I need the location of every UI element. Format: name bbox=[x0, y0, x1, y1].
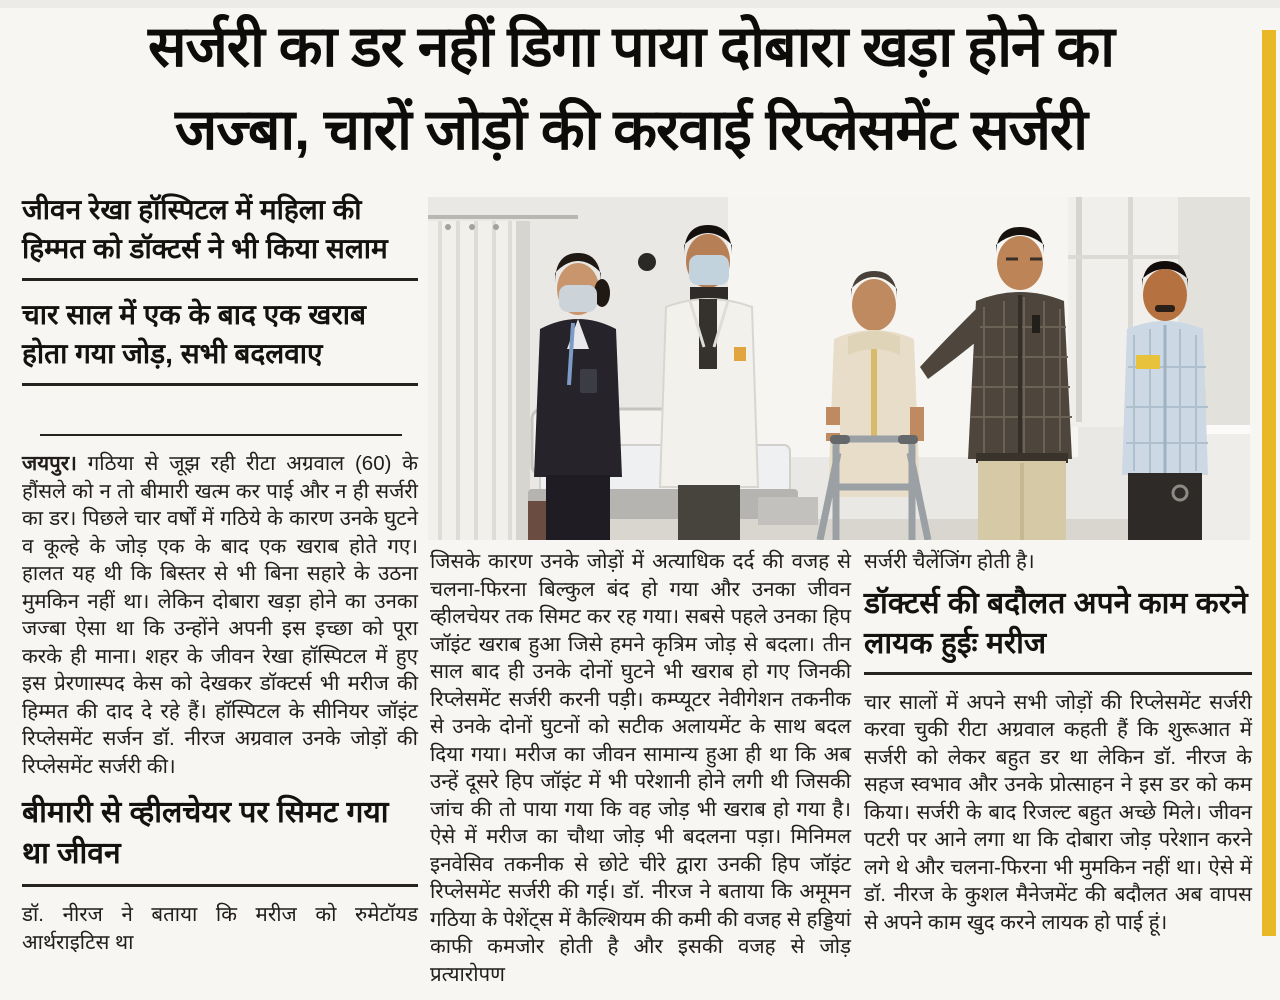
walker-grip bbox=[898, 435, 918, 444]
mustache bbox=[1155, 305, 1175, 312]
dateline: जयपुर। bbox=[22, 452, 77, 475]
subhead-joints-replaced: चार साल में एक के बाद एक खराब होता गया जोड़, सभी बदलवाए bbox=[22, 299, 367, 369]
article-photo bbox=[428, 197, 1250, 540]
headline-line-1: सर्जरी का डर नहीं डिगा पाया दोबारा खड़ा होने का bbox=[147, 15, 1115, 79]
subhead-patient-quote: डॉक्टर्स की बदौलत अपने काम करने लायक हुईः मरीज bbox=[864, 586, 1248, 660]
lead-paragraph-text: गठिया से जूझ रही रीटा अग्रवाल (60) के हौंसले को न तो बीमारी खत्म कर पाई और न ही सर्जरी का डर। पिछले चार वर्षों में गठिये के कारण उनके घुटने व कूल्हे के जोड़ एक के बाद एक खराब होते गए। हालत यह थी कि बिस्तर से भी बिना सहारे के उठना मुमकिन नहीं था। लेकिन दोबारा खड़ा होने का उनका जज्बा ऐसा था कि उन्होंने अपनी इस इच्छा को पूरा करके ही माना। शहर के जीवन रेखा हॉस्पिटल में हुए इस प्रेरणास्पद केस को देखकर डॉक्टर्स भी मरीज की हिम्मत की दाद दे रहे हैं। हॉस्पिटल के सीनियर जॉइंट रिप्लेसमेंट सर्जन डॉ. नीरज अग्रवाल उनके जोड़ों की रिप्लेसमेंट सर्जरी की। bbox=[22, 452, 418, 778]
face-mask bbox=[559, 285, 597, 312]
divider bbox=[22, 884, 418, 887]
hospital-wristband bbox=[824, 425, 840, 433]
patient-quote-paragraph: चार सालों में अपने सभी जोड़ों की रिप्लेसमेंट सर्जरी करवा चुकी रीटा अग्रवाल कहती हैं कि शुरूआत में सर्जरी को लेकर बहुत डर था लेकिन डॉ. नीरज के सहज स्वभाव और उनके प्रोत्साहन ने इस डर को कम किया। सर्जरी के बाद रिजल्ट बहुत अच्छे मिले। जीवन पटरी पर आने लगा था कि दोबारा जोड़ परेशान करने लगे थे और चलना-फिरना भी मुमकिन नहीं था। ऐसे में डॉ. नीरज के कुशल मैनेजमेंट की बदौलत अब वापस से अपने काम खुद करने लायक हो पाई हूं। bbox=[864, 690, 1252, 934]
subhead-wheelchair-life: बीमारी से व्हीलचेयर पर सिमट गया था जीवन bbox=[22, 796, 389, 870]
coat-badge bbox=[734, 347, 746, 361]
yellow-edge-accent bbox=[1262, 30, 1276, 936]
right-column bbox=[864, 548, 1252, 948]
divider bbox=[22, 278, 418, 281]
hospital-group-photo-illustration bbox=[428, 197, 1250, 540]
id-badge bbox=[580, 369, 597, 393]
surgery-details-paragraph: जिसके कारण उनके जोड़ों में अत्याधिक दर्द की वजह से चलना-फिरना बिल्कुल बंद हो गया और उनका जीवन व्हीलचेयर तक सिमट कर रह गया। सबसे पहले उनका हिप जॉइंट खराब हुआ जिसे हमने कृत्रिम जोड़ से बदला। तीन साल बाद ही उनके दोनों घुटने भी खराब हो गए जिनकी रिप्लेसमेंट सर्जरी करनी पड़ी। कम्प्यूटर नेवीगेशन तकनीक से उनके दोनों घुटनों को सटीक अलायमेंट के साथ बदल दिया गया। मरीज का जीवन सामान्य हुआ ही था कि अब उन्हें दूसरे हिप जॉइंट में भी परेशानी होने लगी थी जिसकी जांच की तो पाया गया कि वह जोड़ भी खराब हो गया है। ऐसे में मरीज का चौथा जोड़ भी बदलना पड़ा। मिनिमल इनवेसिव तकनीक से छोटे चीरे द्वारा उनकी हिप जॉइंट रिप्लेसमेंट सर्जरी की गई। डॉ. नीरज ने बताया कि अमूमन गठिया के पेशेंट्स में कैल्शियम की कमी की वजह से हड्डियां काफी कमजोर होती है और इसकी वजह से जोड़ प्रत्यारोपण bbox=[430, 550, 851, 986]
divider bbox=[864, 672, 1252, 675]
divider bbox=[22, 383, 418, 386]
lead-paragraph bbox=[22, 450, 418, 780]
challenging-surgery-line: सर्जरी चैलेंजिंग होती है। bbox=[864, 550, 1035, 573]
pocket-pen bbox=[1032, 315, 1040, 333]
subhead-hospital-salute: जीवन रेखा हॉस्पिटल में महिला की हिम्मत को डॉक्टर्स ने भी किया सलाम bbox=[22, 194, 388, 264]
face-mask bbox=[689, 255, 729, 285]
walker-grip bbox=[830, 435, 850, 444]
left-column bbox=[22, 190, 418, 968]
divider bbox=[40, 434, 402, 436]
middle-column bbox=[430, 548, 851, 1000]
headline-line-2: जज्बा, चारों जोड़ों की करवाई रिप्लेसमेंट सर्जरी bbox=[174, 98, 1088, 162]
wall-socket-dot bbox=[638, 253, 656, 271]
chest-badge bbox=[1136, 355, 1160, 369]
article-headline bbox=[28, 6, 1234, 172]
arthritis-paragraph: डॉ. नीरज ने बताया कि मरीज को रुमेटॉयड आर्थराइटिस था bbox=[22, 903, 418, 954]
byline-space bbox=[22, 400, 418, 434]
